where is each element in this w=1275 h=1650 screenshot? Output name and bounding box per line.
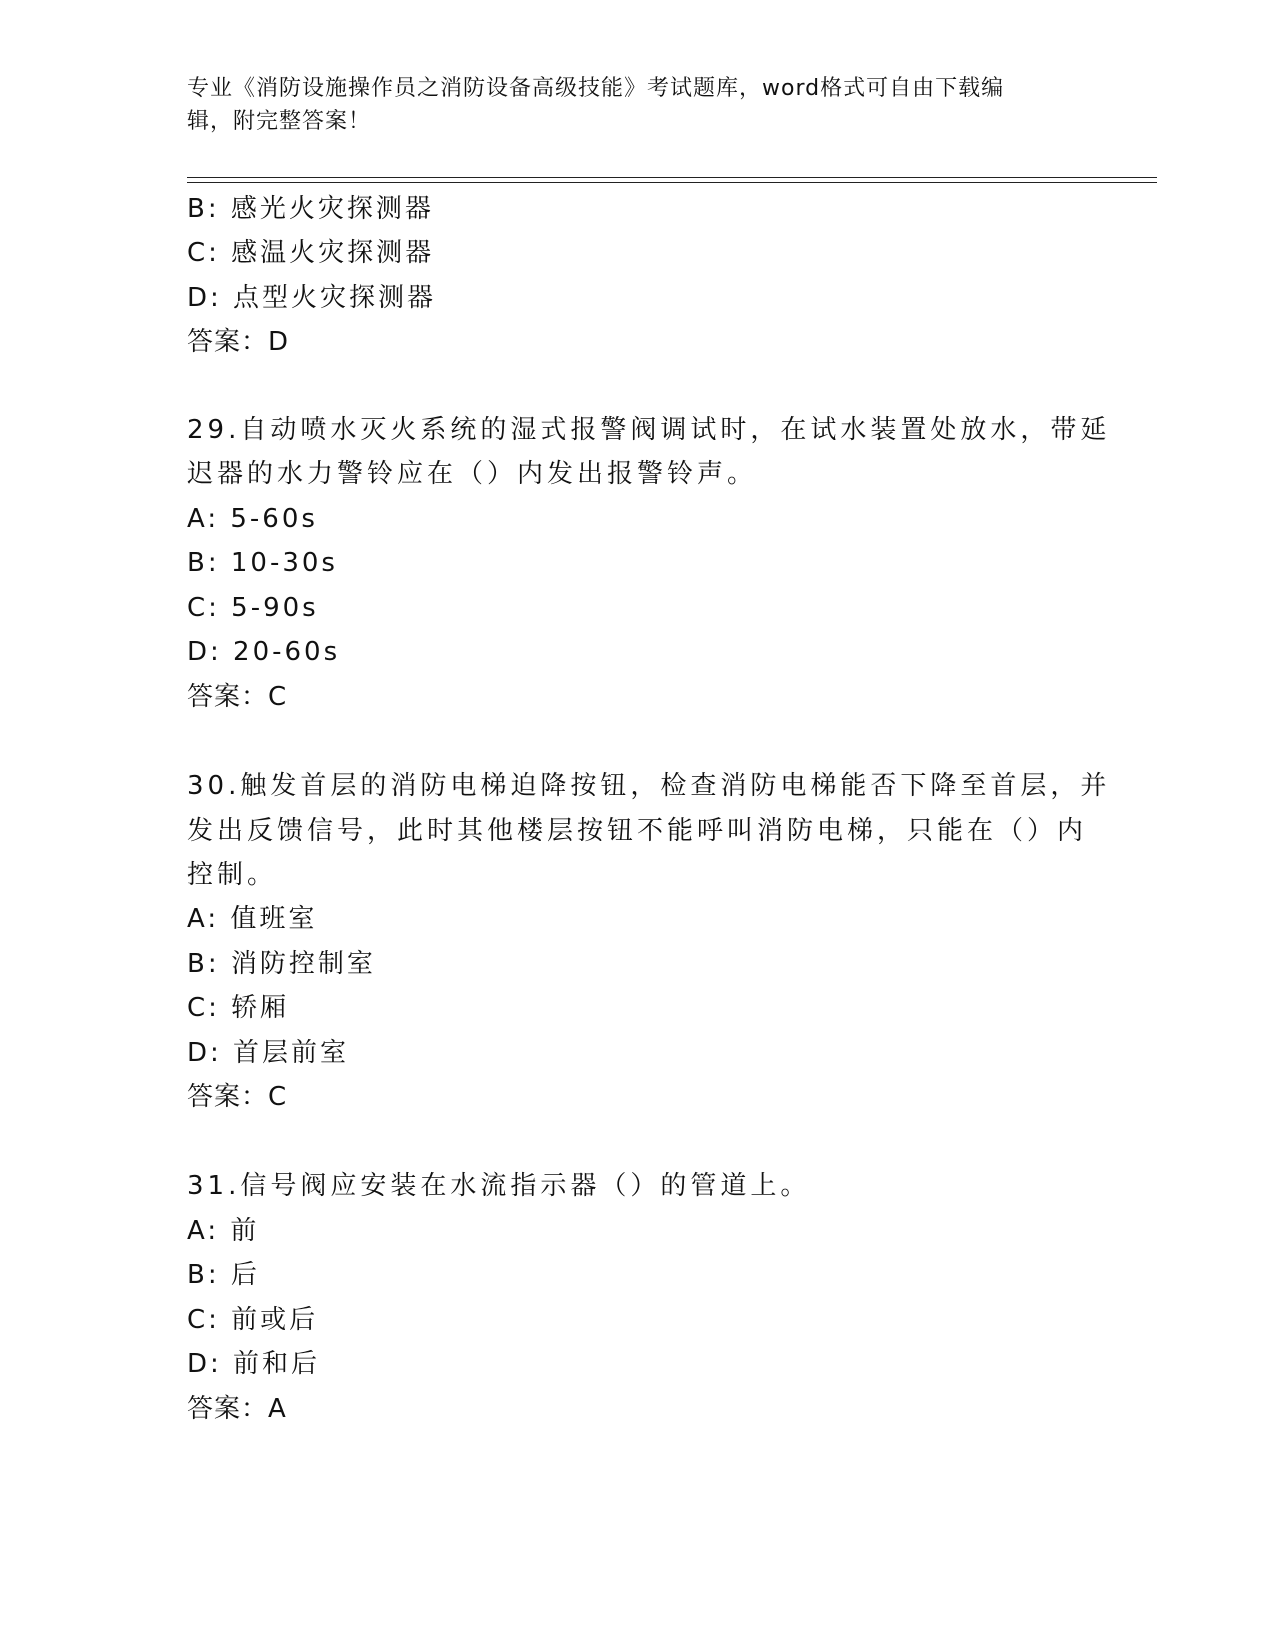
q29-option-a: A: 5-60s <box>187 504 318 534</box>
q29-option-c: C: 5-90s <box>187 593 319 623</box>
header-line-2: 辑，附完整答案！ <box>187 109 372 134</box>
q29-option-d: D: 20-60s <box>187 637 341 667</box>
document-header <box>187 72 1087 138</box>
q31-text-line-1: 31.信号阀应安装在水流指示器（）的管道上。 <box>187 1171 811 1201</box>
q31-option-d: D: 前和后 <box>187 1349 321 1379</box>
header-divider-bottom <box>187 182 1157 183</box>
q30-text-line-3: 控制。 <box>187 860 278 890</box>
q31-answer: 答案：A <box>187 1394 287 1424</box>
q30-option-d: D: 首层前室 <box>187 1038 350 1068</box>
header-line-1: 专业《消防设施操作员之消防设备高级技能》考试题库，word格式可自由下载编 <box>187 76 1005 101</box>
q29-text-line-1: 29.自动喷水灭火系统的湿式报警阀调试时，在试水装置处放水，带延 <box>187 415 1111 445</box>
q28-answer: 答案：D <box>187 327 290 357</box>
q31-option-b: B: 后 <box>187 1260 260 1290</box>
q29-option-b: B: 10-30s <box>187 548 338 578</box>
q30-option-a: A: 值班室 <box>187 904 318 934</box>
q29-answer: 答案：C <box>187 682 288 712</box>
q30-text-line-1: 30.触发首层的消防电梯迫降按钮，检查消防电梯能否下降至首层，并 <box>187 771 1111 801</box>
q31-option-a: A: 前 <box>187 1216 260 1246</box>
q30-text-line-2: 发出反馈信号，此时其他楼层按钮不能呼叫消防电梯，只能在（）内 <box>187 816 1088 846</box>
header-divider-top <box>187 177 1157 178</box>
q30-option-c: C: 轿厢 <box>187 993 290 1023</box>
q30-answer: 答案：C <box>187 1082 288 1112</box>
q28-option-c: C: 感温火灾探测器 <box>187 238 435 268</box>
q31-option-c: C: 前或后 <box>187 1305 319 1335</box>
q29-text-line-2: 迟器的水力警铃应在（）内发出报警铃声。 <box>187 459 758 489</box>
q30-option-b: B: 消防控制室 <box>187 949 376 979</box>
q28-option-d: D: 点型火灾探测器 <box>187 283 437 313</box>
q28-option-b: B: 感光火灾探测器 <box>187 194 434 224</box>
